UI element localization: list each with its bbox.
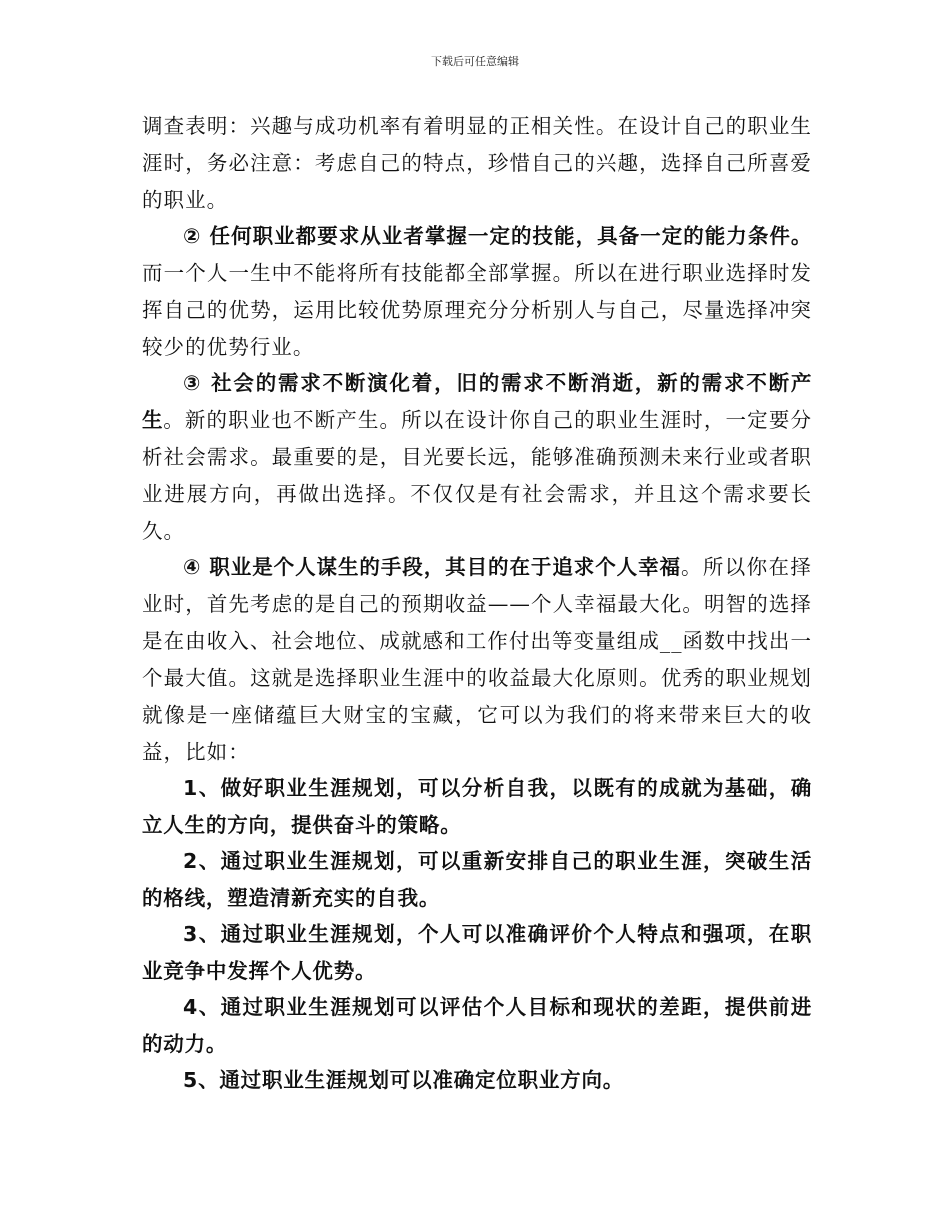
paragraph-interest-correlation: 调查表明：兴趣与成功机率有着明显的正相关性。在设计自己的职业生涯时，务必注意：考虑自己的特点，珍惜自己的兴趣，选择自己所喜爱的职业。 (142, 114, 812, 212)
page-header: 下载后可任意编辑 (431, 55, 519, 68)
paragraph-skills-heading: ② 任何职业都要求从业者掌握一定的技能，具备一定的能力条件。 (183, 224, 812, 248)
paragraph-social-demand-heading: ③ 社会的需求不断演化着，旧的需求不断消逝，新的需求不断产生 (142, 371, 812, 432)
benefit-item-5: 5、通过职业生涯规划可以准确定位职业方向。 (183, 1068, 625, 1092)
paragraph-happiness (142, 549, 812, 771)
document-body (142, 108, 812, 1098)
paragraph-skills (142, 218, 812, 366)
paragraph-social-demand (142, 365, 812, 550)
paragraph-skills-body: 而一个人一生中不能将所有技能都全部掌握。所以在进行职业选择时发挥自己的优势，运用比较优势原理充分分析别人与自己，尽量选择冲突较少的优势行业。 (142, 261, 812, 359)
paragraph-happiness-body: 。所以你在择业时，首先考虑的是自己的预期收益——个人幸福最大化。明智的选择是在由收入、社会地位、成就感和工作付出等变量组成__函数中找出一个最大值。这就是选择职业生涯中的收益最大化原则。优秀的职业规划就像是一座储蕴巨大财宝的宝藏，它可以为我们的将来带来巨大的收益，比如： (142, 555, 812, 764)
paragraph-happiness-heading: ④ 职业是个人谋生的手段，其目的在于追求个人幸福 (183, 555, 681, 579)
benefit-item-2: 2、通过职业生涯规划，可以重新安排自己的职业生涯，突破生活的格线，塑造清新充实的自我。 (142, 849, 812, 910)
paragraph-social-demand-body: 。新的职业也不断产生。所以在设计你自己的职业生涯时，一定要分析社会需求。最重要的是，目光要长远，能够准确预测未来行业或者职业进展方向，再做出选择。不仅仅是有社会需求，并且这个需求要长久。 (142, 408, 812, 543)
benefit-item-3: 3、通过职业生涯规划，个人可以准确评价个人特点和强项，在职业竞争中发挥个人优势。 (142, 922, 812, 983)
benefit-item-4: 4、通过职业生涯规划可以评估个人目标和现状的差距，提供前进的动力。 (142, 995, 812, 1056)
benefit-item-1: 1、做好职业生涯规划，可以分析自我，以既有的成就为基础，确立人生的方向，提供奋斗的策略。 (142, 776, 812, 837)
